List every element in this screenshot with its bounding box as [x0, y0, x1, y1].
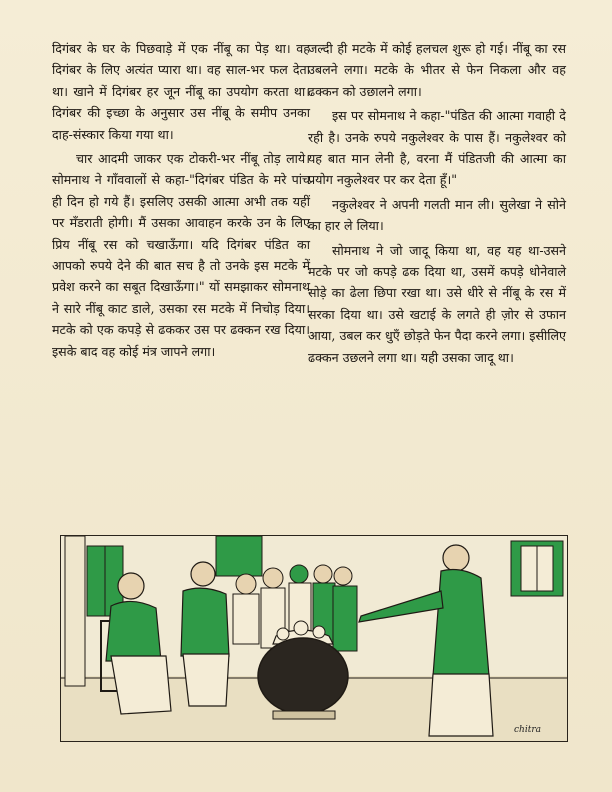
- doorway: [216, 536, 262, 576]
- paragraph: इस पर सोमनाथ ने कहा-"पंडित की आत्मा गवाही दे रही है। उनके रुपये नकुलेश्वर के पास हैं। नकुलेश्वर को यह बात मान लेनी है, वरना मैं पंडितजी की आत्मा का प्रयोग नकुलेश्वर पर कर देता हूँ।": [308, 108, 566, 188]
- paragraph: चार आदमी जाकर एक टोकरी-भर नींबू तोड़ लाये। सोमनाथ ने गाँववालों से कहा-"दिगंबर पंडित के मरे पांच ही दिन हो गये हैं। इसलिए उसकी आत्मा अभी तक यहीं पर मँडराती होगी। मैं उसका आवाहन करके उन के लिए प्रिय नींबू रस को चखाऊँगा। यदि दिगंबर पंडित का आपको रुपये देने की बात सच है तो उनके इस मटके में प्रवेश करने का सबूत दिखाऊँगा।" यों समझाकर सोमनाथ ने सारे नींबू काट डाले, उसका रस मटके में निचोड़ दिया। मटके को एक कपड़े से ढककर उस पर ढक्कन रख दिया। इसके बाद वह कोई मंत्र जापने लगा।: [52, 151, 310, 359]
- story-illustration: [60, 535, 568, 742]
- paragraph: नकुलेश्वर ने अपनी गलती मान ली। सुलेखा ने सोने का हार ले लिया।: [308, 196, 566, 234]
- left-pillar: [65, 536, 85, 686]
- paragraph: सोमनाथ ने जो जादू किया था, वह यह था-उसने मटके पर जो कपड़े ढक दिया था, उसमें कपड़े धोनेवाले सोड़े का ढेला छिपा रखा था। उसे धीरे से नींबू के रस में सरका दिया था। उसे खटाई के लगते ही ज़ोर से उफान आया, उबल कर धुएँ छोड़ते फेन पैदा करने लगा। इसीलिए ढक्कन उछलने लगा था। यही उसका जादू था।: [308, 242, 566, 365]
- illustration-drawing: [61, 536, 567, 741]
- paragraph: दिगंबर के घर के पिछवाड़े में एक नींबू का पेड़ था। वह दिगंबर के लिए अत्यंत प्यारा था। वह साल-भर फल देता था। खाने में दिगंबर हर जून नींबू का उपयोग करता था। दिगंबर की इच्छा के अनुसार उस नींबू के समीप उनका दाह-संस्कार किया गया था।: [52, 41, 310, 142]
- right-text-column: [308, 38, 566, 371]
- left-text-column: [52, 38, 310, 365]
- paragraph: जल्दी ही मटके में कोई हलचल शुरू हो गई। नींबू का रस उबलने लगा। मटके के भीतर से फेन निकला और वह ढक्कन को उछालने लगा।: [308, 41, 566, 99]
- artist-signature: chitra: [514, 725, 541, 735]
